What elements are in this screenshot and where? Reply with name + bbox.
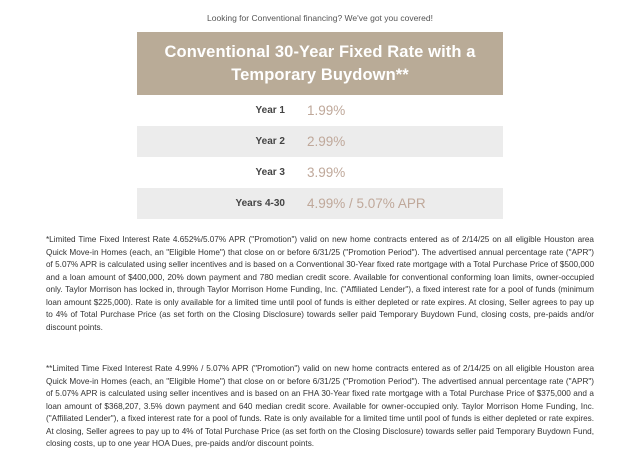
tagline: Looking for Conventional financing? We've got you covered! [207, 13, 433, 23]
rate-row-label: Year 3 [255, 167, 285, 178]
rate-row-label: Year 1 [255, 105, 285, 116]
rate-row-label: Year 2 [255, 136, 285, 147]
disclaimer-footnote-fha: **Limited Time Fixed Interest Rate 4.99% / 5.07% APR ("Promotion") valid on new home contracts entered as of 2/14/25 on all eligible Houston area Quick Move-in Homes (each, an "Eligible Home") that close on or before 6/31/25 ("Promotion Period"). The advertised annual percentage rate ("APR") of 5.07% APR is calculated using seller incentives and is based on an FHA 30-Year fixed rate mortgage with a Total Purchase Price of $375,000 and a loan amount of $368,207, 3.5% down payment and 640 median credit score. Available for owner-occupied only. Taylor Morrison Home Funding, Inc. ("Affiliated Lender"), a fixed interest rate for a pool of funds. Rate is only available for a limited time until pool of funds is either depleted or rate expires. At closing, Seller agrees to pay up to 4% of Total Purchase Price (as set forth on the Closing Disclosure) towards seller paid Temporary Buydown Fund, closing costs, up to one year HOA Dues, pre-paids and/or discount points. [46, 364, 594, 448]
rate-table [137, 32, 503, 219]
rate-row-year-1 [137, 95, 503, 126]
rate-row-value: 2.99% [307, 134, 346, 149]
rate-row-year-3 [137, 157, 503, 188]
rate-row-value: 4.99% / 5.07% APR [307, 196, 426, 211]
rate-row-year-2 [137, 126, 503, 157]
rate-row-label: Years 4-30 [235, 198, 285, 209]
rate-row-years-4-30 [137, 188, 503, 219]
rate-row-value: 3.99% [307, 165, 346, 180]
rate-table-title: Conventional 30-Year Fixed Rate with a Temporary Buydown** [137, 32, 503, 95]
rate-row-value: 1.99% [307, 103, 346, 118]
disclaimer-footnote-conventional: *Limited Time Fixed Interest Rate 4.652%/5.07% APR ("Promotion") valid on new home contracts entered as of 2/14/25 on all eligible Houston area Quick Move-in Homes (each, an "Eligible Home") that close on or before 6/31/25 ("Promotion Period"). The advertised annual percentage rate ("APR") of 5.07% APR is calculated using seller incentives and is based on a Conventional 30-Year fixed rate mortgage with a Total Purchase Price of $500,000 and a loan amount of $400,000, 20% down payment and 780 median credit score. Available for conventional conforming loan limits, owner-occupied only. Taylor Morrison has locked in, through Taylor Morrison Home Funding, Inc. ("Affiliated Lender"), a fixed interest rate for a pool of funds (minimum loan amount $225,000). Rate is only available for a limited time until pool of funds is either depleted or rate expires. At closing, Seller agrees to pay up to 4% of Total Purchase Price (as set forth on the Closing Disclosure) towards seller paid Temporary Buydown Fund, closing costs, pre-paids and/or discount points. [46, 235, 594, 332]
